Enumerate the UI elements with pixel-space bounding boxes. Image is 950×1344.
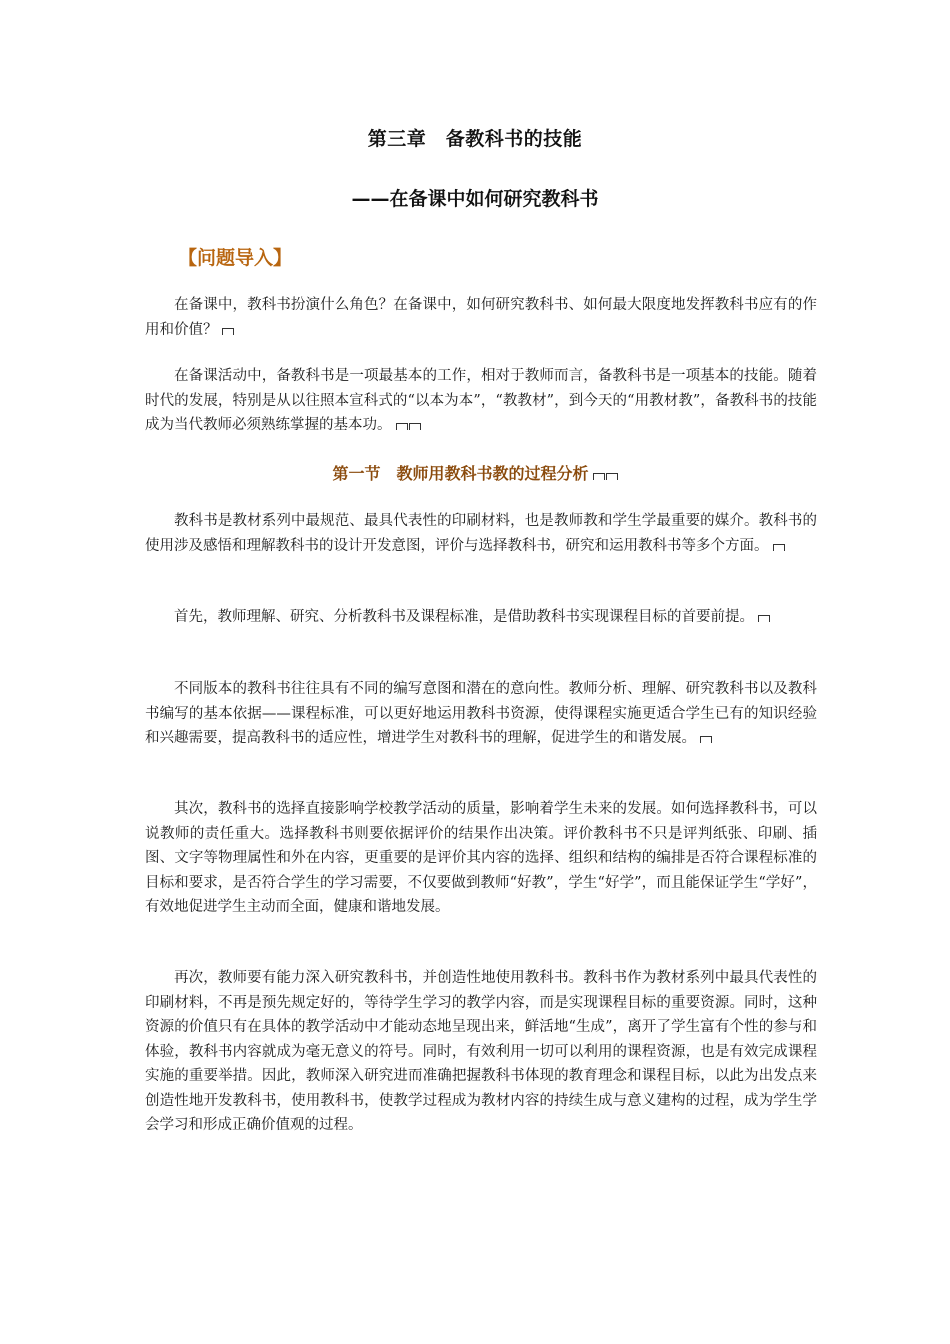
intro-paragraph-2 — [145, 364, 817, 438]
section-heading — [0, 461, 950, 484]
paragraph-text: 首先，教师理解、研究、分析教科书及课程标准，是借助教科书实现课程目标的首要前提。 — [174, 609, 754, 625]
paragraph-mark-icon — [773, 544, 785, 551]
section-paragraph-4 — [145, 797, 817, 920]
paragraph-text: 其次，教科书的选择直接影响学校教学活动的质量，影响着学生未来的发展。如何选择教科书，可以说教师的责任重大。选择教科书则要依据评价的结果作出决策。评价教科书不只是评判纸张、印刷、插图、文字等物理属性和外在内容，更重要的是评价其内容的选择、组织和结构的编排是否符合课程标准的目标和要求，是否符合学生的学习需要，不仅要做到教师“好教”，学生“好学”，而且能保证学生“学好”，有效地促进学生主动而全面，健康和谐地发展。 — [145, 801, 817, 915]
chapter-subtitle: ——在备课中如何研究教科书 — [351, 188, 599, 210]
intro-paragraph-1 — [145, 293, 817, 342]
paragraph-mark-icon — [396, 423, 408, 430]
paragraph-text: 在备课活动中，备教科书是一项最基本的工作，相对于教师而言，备教科书是一项基本的技能。随着时代的发展，特别是从以往照本宣科式的“以本为本”，“教教材”，到今天的“用教材教”，备教科书的技能成为当代教师必须熟练掌握的基本功。 — [145, 368, 817, 433]
section-heading-text: 第一节 教师用教科书教的过程分析 — [332, 464, 589, 483]
paragraph-mark-icon — [222, 328, 234, 335]
paragraph-text: 教科书是教材系列中最规范、最具代表性的印刷材料，也是教师教和学生学最重要的媒介。教科书的使用涉及感悟和理解教科书的设计开发意图，评价与选择教科书，研究和运用教科书等多个方面。 — [145, 513, 817, 554]
paragraph-text: 在备课中，教科书扮演什么角色？在备课中，如何研究教科书、如何最大限度地发挥教科书应有的作用和价值？ — [145, 297, 817, 338]
section-paragraph-1 — [145, 509, 817, 558]
paragraph-text: 再次，教师要有能力深入研究教科书，并创造性地使用教科书。教科书作为教材系列中最具代表性的印刷材料，不再是预先规定好的，等待学生学习的教学内容，而是实现课程目标的重要资源。同时，这种资源的价值只有在具体的教学活动中才能动态地呈现出来，鲜活地“生成”，离开了学生富有个性的参与和体验，教科书内容就成为毫无意义的符号。同时，有效利用一切可以利用的课程资源，也是有效完成课程实施的重要举措。因此，教师深入研究进而准确把握教科书体现的教育理念和课程目标，以此为出发点来创造性地开发教科书，使用教科书，使教学过程成为教材内容的持续生成与意义建构的过程，成为学生学会学习和形成正确价值观的过程。 — [145, 970, 817, 1133]
section-paragraph-3 — [145, 677, 817, 751]
paragraph-mark-icon — [593, 473, 605, 480]
paragraph-mark-icon — [700, 736, 712, 743]
section-paragraph-2 — [145, 605, 817, 630]
paragraph-text: 不同版本的教科书往往具有不同的编写意图和潜在的意向性。教师分析、理解、研究教科书以及教科书编写的基本依据——课程标准，可以更好地运用教科书资源，使得课程实施更适合学生已有的知识经验和兴趣需要，提高教科书的适应性，增进学生对教科书的理解，促进学生的和谐发展。 — [145, 681, 817, 746]
section-paragraph-5 — [145, 966, 817, 1138]
paragraph-mark-icon — [409, 423, 421, 430]
intro-heading: 【问题导入】 — [178, 247, 293, 269]
paragraph-mark-icon — [758, 615, 770, 622]
paragraph-mark-icon — [606, 473, 618, 480]
chapter-title: 第三章 备教科书的技能 — [367, 128, 583, 150]
